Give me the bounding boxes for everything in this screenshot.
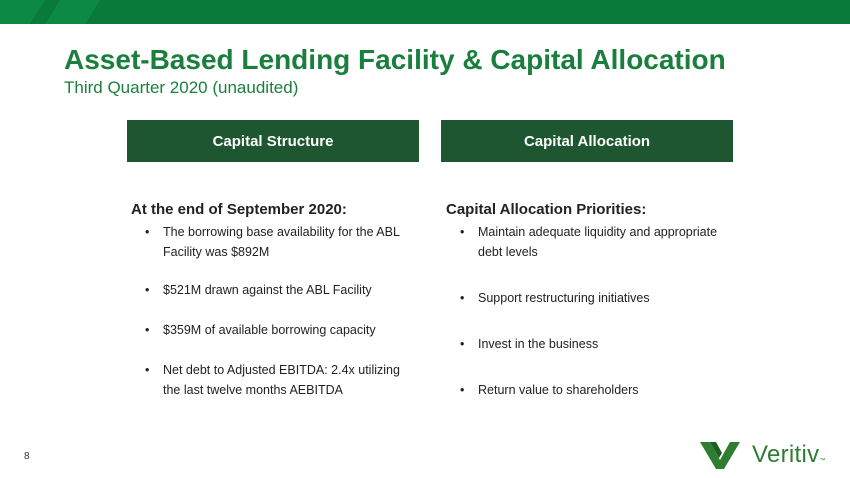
veritiv-chevron-icon [700, 440, 748, 470]
page-subtitle: Third Quarter 2020 (unaudited) [64, 78, 299, 97]
trademark-icon: ™ [819, 458, 826, 464]
bullet-icon: • [460, 383, 465, 397]
list-item: • $359M of available borrowing capacity [145, 320, 415, 340]
bullet-icon: • [145, 283, 150, 297]
bullet-icon: • [460, 225, 465, 239]
capital-structure-list [145, 222, 415, 418]
list-item: • Net debt to Adjusted EBITDA: 2.4x utilizing the last twelve months AEBITDA [145, 360, 415, 400]
bullet-icon: • [460, 291, 465, 305]
capital-allocation-heading: Capital Allocation Priorities: [446, 201, 647, 218]
bullet-icon: • [460, 337, 465, 351]
list-item: • Support restructuring initiatives [460, 288, 720, 308]
logo-wordmark: Veritiv [752, 441, 820, 468]
page-title: Asset-Based Lending Facility & Capital Allocation [64, 44, 726, 75]
list-item: • Maintain adequate liquidity and appropriate debt levels [460, 222, 720, 262]
top-bar [0, 0, 850, 24]
capital-structure-heading: At the end of September 2020: [131, 201, 347, 218]
list-item: • $521M drawn against the ABL Facility [145, 280, 415, 300]
capital-allocation-banner: Capital Allocation [441, 120, 733, 162]
bullet-icon: • [145, 323, 150, 337]
top-bar-accent [0, 0, 120, 24]
bullet-icon: • [145, 363, 150, 377]
list-item: • The borrowing base availability for the ABL Facility was $892M [145, 222, 415, 262]
capital-structure-banner: Capital Structure [127, 120, 419, 162]
veritiv-logo [700, 440, 825, 470]
list-item: • Return value to shareholders [460, 380, 720, 400]
list-item: • Invest in the business [460, 334, 720, 354]
capital-allocation-list [460, 222, 720, 426]
bullet-icon: • [145, 225, 150, 239]
page-number: 8 [24, 451, 30, 462]
